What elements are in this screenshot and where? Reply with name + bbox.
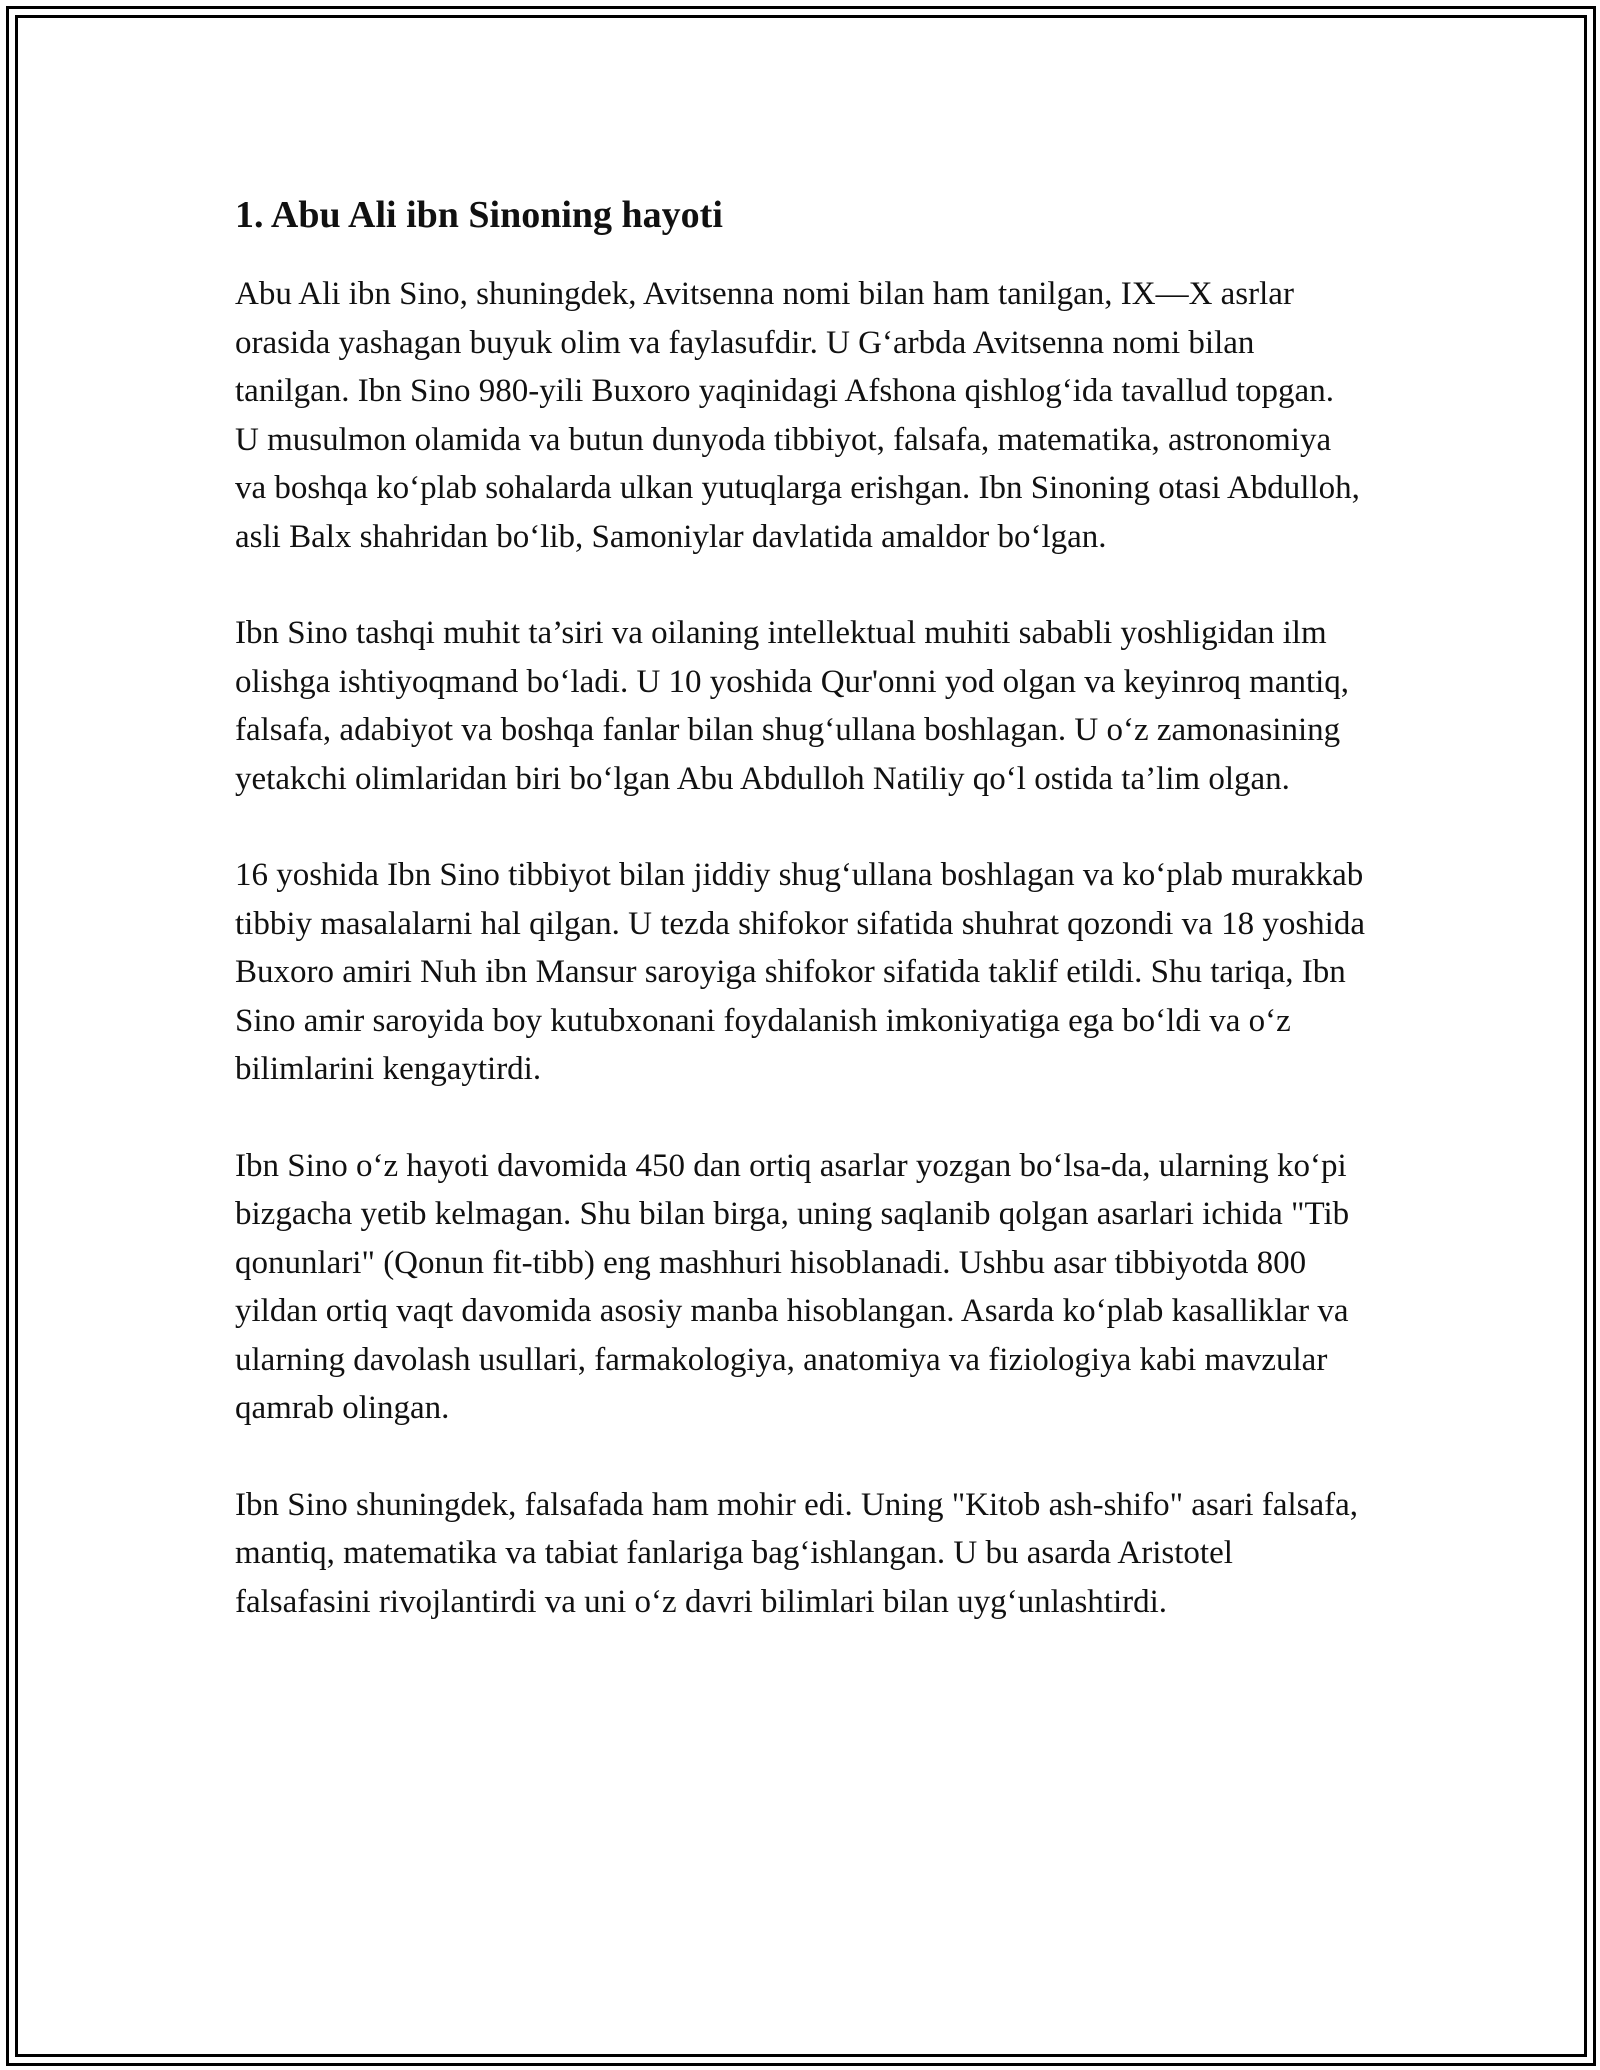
paragraph-1: Abu Ali ibn Sino, shuningdek, Avitsenna nomi bilan ham tanilgan, IX—X asrlar orasida yashagan buyuk olim va faylasufdir. U G‘arbda Avitsenna nomi bilan tanilgan. Ibn Sino 980-yili Buxoro yaqinidagi Afshona qishlog‘ida tavallud topgan. U musulmon olamida va butun dunyoda tibbiyot, falsafa, matematika, astronomiya va boshqa ko‘plab sohalarda ulkan yutuqlarga erishgan. Ibn Sinoning otasi Abdulloh, asli Balx shahridan bo‘lib, Samoniylar davlatida amaldor bo‘lgan.	[235, 276, 1360, 555]
document-body	[235, 190, 1365, 1674]
paragraph-5: Ibn Sino shuningdek, falsafada ham mohir edi. Uning "Kitob ash-shifo" asari falsafa, mantiq, matematika va tabiat fanlariga bag‘ishlangan. U bu asarda Aristotel falsafasini rivojlantirdi va uni o‘z davri bilimlari bilan uyg‘unlashtirdi.	[235, 1486, 1359, 1620]
paragraph-3: 16 yoshida Ibn Sino tibbiyot bilan jiddiy shug‘ullana boshlagan va ko‘plab murakkab tibbiy masalalarni hal qilgan. U tezda shifokor sifatida shuhrat qozondi va 18 yoshida Buxoro amiri Nuh ibn Mansur saroyiga shifokor sifatida taklif etildi. Shu tariqa, Ibn Sino amir saroyida boy kutubxonani foydalanish imkoniyatiga ega bo‘ldi va o‘z bilimlarini kengaytirdi.	[235, 857, 1365, 1087]
section-heading: 1. Abu Ali ibn Sinoning hayoti	[235, 194, 723, 236]
paragraph-4: Ibn Sino o‘z hayoti davomida 450 dan ortiq asarlar yozgan bo‘lsa-da, ularning ko‘pi bizgacha yetib kelmagan. Shu bilan birga, uning saqlanib qolgan asarlari ichida "Tib qonunlari" (Qonun fit-tibb) eng mashhuri hisoblanadi. Ushbu asar tibbiyotda 800 yildan ortiq vaqt davomida asosiy manba hisoblangan. Asarda ko‘plab kasalliklar va ularning davolash usullari, farmakologiya, anatomiya va fiziologiya kabi mavzular qamrab olingan.	[235, 1147, 1350, 1426]
paragraph-2: Ibn Sino tashqi muhit ta’siri va oilaning intellektual muhiti sababli yoshligidan ilm olishga ishtiyoqmand bo‘ladi. U 10 yoshida Qur'onni yod olgan va keyinroq mantiq, falsafa, adabiyot va boshqa fanlar bilan shug‘ullana boshlagan. U o‘z zamonasining yetakchi olimlaridan biri bo‘lgan Abu Abdulloh Natiliy qo‘l ostida ta’lim olgan.	[235, 615, 1350, 797]
